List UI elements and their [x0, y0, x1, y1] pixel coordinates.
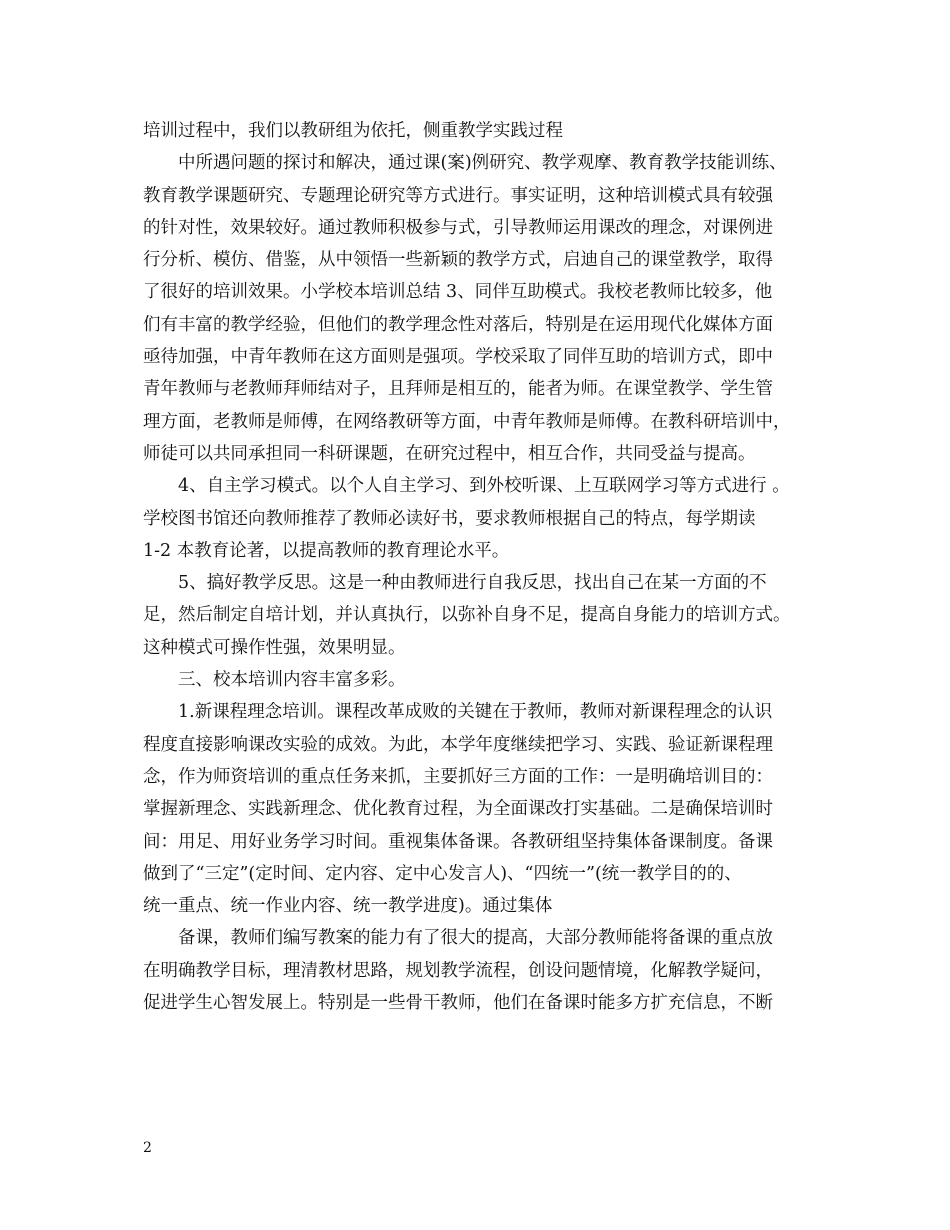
text-line: 促进学生心智发展上。特别是一些骨干教师，他们在备课时能多方扩充信息，不断 [143, 993, 773, 1014]
text-line: 三、校本培训内容丰富多彩。 [178, 670, 406, 691]
text-line: 理方面，老教师是师傅，在网络教研等方面，中青年教师是师傅。在教科研培训中， [143, 411, 791, 432]
text-line: 中所遇问题的探讨和解决，通过课(案)例研究、教学观摩、教育教学技能训练、 [178, 153, 787, 174]
document-body [143, 115, 833, 1019]
text-line: 做到了“三定”(定时间、定内容、定中心发言人)、“四统一”(统一教学目的的、 [143, 863, 742, 884]
text-line: 的针对性，效果较好。通过教师积极参与式，引导教师运用课改的理念，对课例进 [143, 217, 773, 238]
text-line: 掌握新理念、实践新理念、优化教育过程，为全面课改打实基础。二是确保培训时 [143, 799, 773, 820]
text-line: 教育教学课题研究、专题理论研究等方式进行。事实证明，这种培训模式具有较强 [143, 185, 773, 206]
text-line: 统一重点、统一作业内容、统一教学进度)。通过集体 [143, 896, 553, 917]
text-line: 了很好的培训效果。小学校本培训总结 3、同伴互助模式。我校老教师比较多，他 [143, 282, 773, 303]
text-line: 备课，教师们编写教案的能力有了很大的提高，大部分教师能将备课的重点放 [178, 928, 773, 949]
text-line: 念，作为师资培训的重点任务来抓，主要抓好三方面的工作：一是明确培训目的： [143, 766, 773, 787]
text-line: 5、搞好教学反思。这是一种由教师进行自我反思，找出自己在某一方面的不 [178, 573, 767, 594]
text-line: 程度直接影响课改实验的成效。为此，本学年度继续把学习、实践、验证新课程理 [143, 734, 773, 755]
text-line: 间：用足、用好业务学习时间。重视集体备课。各教研组坚持集体备课制度。备课 [143, 831, 773, 852]
text-line: 在明确教学目标，理清教材思路，规划教学流程，创设问题情境，化解教学疑问， [143, 960, 773, 981]
text-line: 亟待加强，中青年教师在这方面则是强项。学校采取了同伴互助的培训方式，即中 [143, 347, 773, 368]
text-line: 1-2 本教育论著，以提高教师的教育理论水平。 [143, 540, 510, 561]
text-line: 们有丰富的教学经验，但他们的教学理念性对落后，特别是在运用现代化媒体方面 [143, 314, 773, 335]
text-line: 青年教师与老教师拜师结对子，且拜师是相互的，能者为师。在课堂教学、学生管 [143, 379, 773, 400]
text-line: 学校图书馆还向教师推荐了教师必读好书，要求教师根据自己的特点，每学期读 [143, 508, 756, 529]
text-line: 这种模式可操作性强，效果明显。 [143, 637, 406, 658]
text-line: 培训过程中，我们以教研组为依托，侧重教学实践过程 [143, 121, 563, 141]
text-line: 4、自主学习模式。以个人自主学习、到外校听课、上互联网学习等方式进行 。 [178, 476, 790, 497]
page-number: 2 [143, 1140, 152, 1156]
text-line: 师徒可以共同承担同一科研课题，在研究过程中，相互合作，共同受益与提高。 [143, 443, 756, 464]
text-line: 足，然后制定自培计划，并认真执行，以弥补自身不足，提高自身能力的培训方式。 [143, 605, 791, 626]
text-line: 1.新课程理念培训。课程改革成败的关键在于教师，教师对新课程理念的认识 [178, 702, 773, 723]
text-line: 行分析、模仿、借鉴，从中领悟一些新颖的教学方式，启迪自己的课堂教学，取得 [143, 250, 773, 271]
